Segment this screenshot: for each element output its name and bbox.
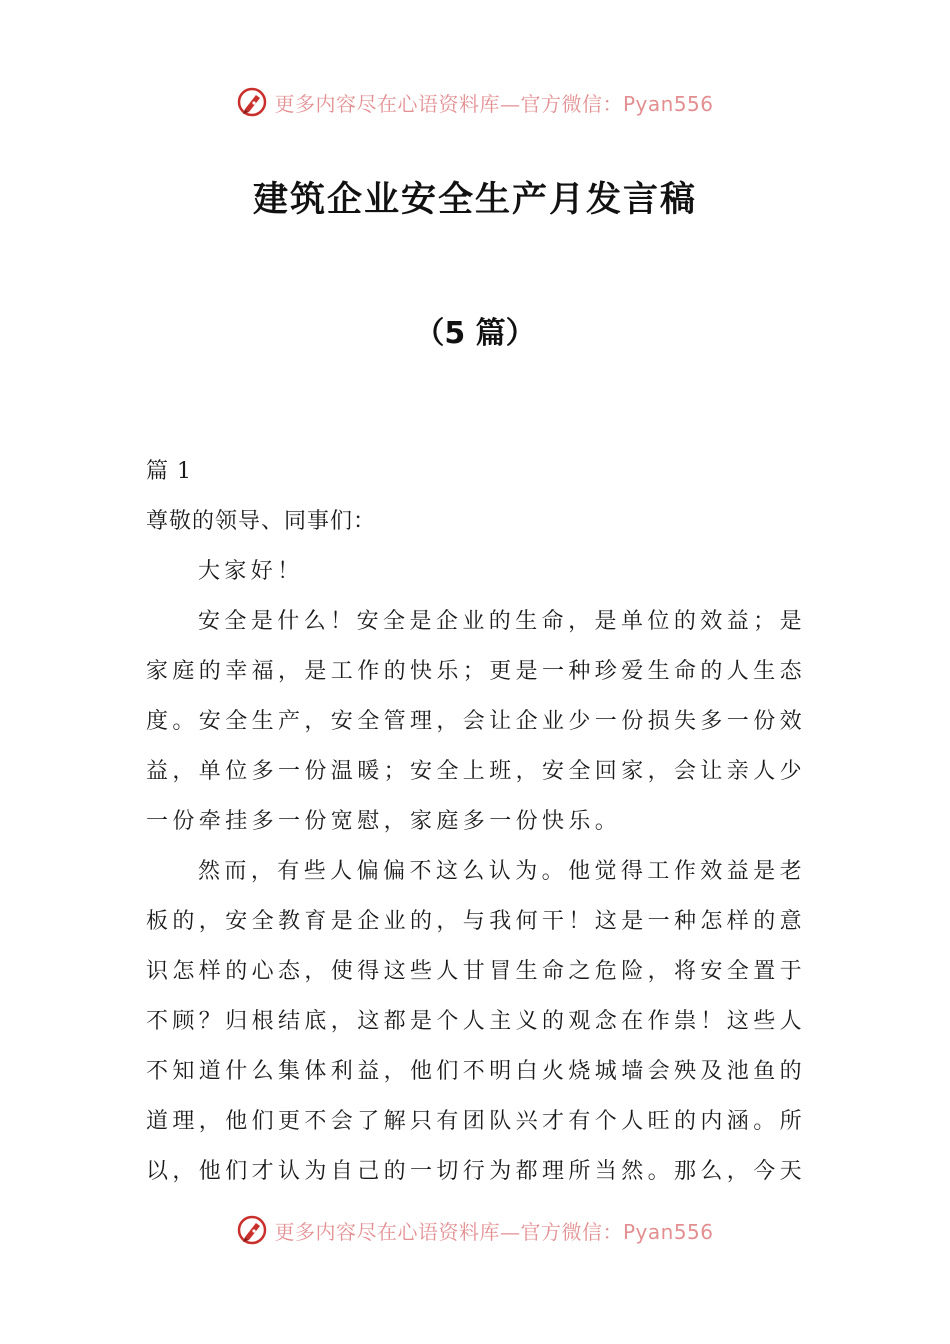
section-label: 篇 1 — [146, 459, 192, 484]
watermark-wechat-id: Pyan556 — [622, 1219, 714, 1244]
watermark-text: 更多内容尽在心语资料库—官方微信：Pyan556 — [274, 91, 714, 116]
watermark-banner-bottom — [0, 1210, 950, 1250]
watermark-banner-top — [0, 82, 950, 122]
salutation: 尊敬的领导、同事们： — [146, 509, 377, 534]
document-body — [146, 447, 806, 1197]
watermark-text: 更多内容尽在心语资料库—官方微信：Pyan556 — [274, 1219, 714, 1244]
paragraph-2: 然而，有些人偏偏不这么认为。他觉得工作效益是老板的，安全教育是企业的，与我何干！这是一种怎样的意识怎样的心态，使得这些人甘冒生命之危险，将安全置于不顾？归根结底，这都是个人主义的观念在作祟！这些人不知道什么集体利益，他们不明白火烧城墙会殃及池鱼的道理，他们更不会了解只有团队兴才有个人旺的内涵。所以，他们才认为自己的一切行为都理所当然。那么，今天 — [146, 859, 807, 1184]
pen-circle-logo-icon — [236, 86, 268, 118]
body-clip — [0, 447, 950, 1197]
greeting: 大家好！ — [198, 559, 304, 584]
watermark-wechat-id: Pyan556 — [622, 91, 714, 116]
pen-circle-logo-icon — [236, 1214, 268, 1246]
document-subtitle: （5 篇） — [414, 316, 536, 351]
paragraph-1: 安全是什么！安全是企业的生命，是单位的效益；是家庭的幸福，是工作的快乐；更是一种珍爱生命的人生态度。安全生产，安全管理，会让企业少一份损失多一份效益，单位多一份温暖；安全上班，安全回家，会让亲人少一份牵挂多一份宽慰，家庭多一份快乐。 — [146, 609, 807, 834]
document-title: 建筑企业安全生产月发言稿 — [252, 180, 697, 220]
